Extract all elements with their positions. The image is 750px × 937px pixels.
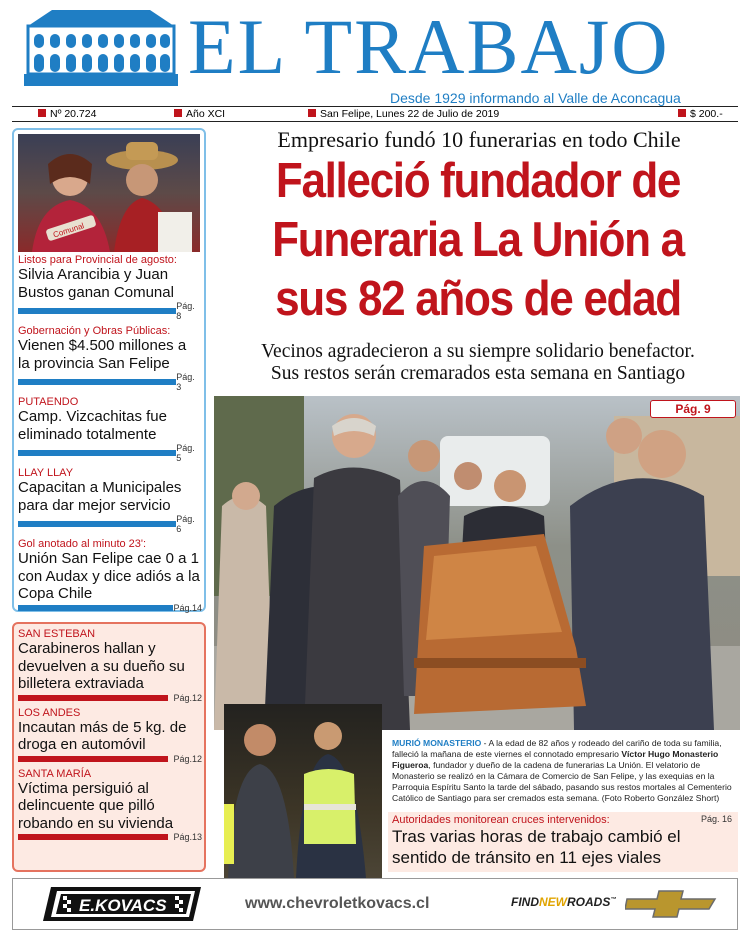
main-photo[interactable] — [214, 396, 740, 730]
info-bar — [12, 106, 738, 122]
sidebar-story[interactable] — [18, 768, 202, 843]
story-headline: Silvia Arancibia y Juan Bustos ganan Comunal — [18, 266, 174, 301]
story-footer — [18, 832, 202, 842]
caption-name: Víctor Hugo Monasterio Figueroa — [392, 749, 719, 770]
story-page: Pág. 5 — [176, 443, 195, 463]
story-bar — [18, 756, 168, 762]
story-bar — [18, 521, 176, 527]
story-page: Pág. 8 — [176, 301, 195, 321]
sidebar-story[interactable] — [18, 707, 202, 764]
newspaper-title: EL TRABAJO — [188, 3, 670, 90]
main-headline[interactable] — [240, 152, 715, 329]
sidebar-story[interactable] — [18, 325, 202, 392]
red-square-icon — [308, 109, 316, 117]
story-headline: Camp. Vizcachitas fue eliminado totalmente — [18, 408, 167, 443]
dateline: San Felipe, Lunes 22 de Julio de 2019 — [308, 108, 499, 120]
story-headline: Unión San Felipe cae 0 a 1 con Audax y dice adiós a la Copa Chile — [18, 550, 200, 602]
story-headline: Capacitan a Municipales para dar mejor servicio — [18, 479, 182, 514]
red-square-icon — [678, 109, 686, 117]
tagline-find: FIND — [511, 895, 539, 909]
secondary-page: Pág. 16 — [700, 814, 732, 824]
headline-line: sus 82 años de edad — [275, 272, 681, 326]
headline-line: Funeraria La Unión a — [272, 213, 684, 267]
sash-text: Comunal — [52, 221, 86, 240]
story-kicker: LLAY LLAY — [18, 467, 74, 479]
story-page: Pág. 6 — [176, 514, 195, 534]
story-page: Pág. 3 — [176, 372, 195, 392]
story-kicker: LOS ANDES — [18, 706, 81, 719]
story-bar — [18, 834, 168, 840]
story-kicker: SANTA MARÍA — [18, 767, 92, 780]
story-kicker: SAN ESTEBAN — [18, 628, 96, 640]
sidebar-story[interactable] — [18, 628, 202, 703]
ad-tagline — [511, 895, 616, 909]
photo-caption — [392, 738, 737, 804]
story-page: Pág.12 — [173, 692, 202, 703]
photo-page-badge[interactable]: Pág. 9 — [650, 400, 736, 418]
ad-brand: E.KOVACS — [79, 896, 167, 915]
story-footer — [18, 693, 202, 703]
story-footer — [18, 372, 202, 392]
secondary-story[interactable] — [388, 812, 738, 872]
year-label: Año XCI — [174, 108, 225, 120]
sidebar-photo — [18, 134, 200, 252]
deck-line: Sus restos serán cremarados esta semana en Santiago — [270, 363, 686, 384]
story-bar — [18, 308, 176, 314]
deck-line: Vecinos agradecieron a su siempre solidario benefactor. — [261, 341, 695, 362]
story-footer — [18, 443, 202, 463]
secondary-headline: Tras varias horas de trabajo cambió el sentido de tránsito en 11 ejes viales — [392, 827, 681, 867]
story-kicker: Listos para Provincial de agosto: — [18, 254, 177, 266]
footer-ad[interactable] — [12, 878, 738, 930]
deck — [214, 341, 742, 385]
headline-line: Falleció fundador de — [275, 154, 681, 208]
story-kicker: Gol anotado al minuto 23': — [18, 538, 147, 550]
story-headline: Vienen $4.500 millones a la provincia San Felipe — [18, 337, 187, 372]
sidebar-blue-list — [18, 254, 202, 617]
story-bar — [18, 695, 168, 701]
red-square-icon — [174, 109, 182, 117]
sidebar-red — [12, 622, 206, 872]
issue-number: Nº 20.724 — [38, 108, 96, 120]
story-footer — [18, 603, 202, 613]
sidebar-story[interactable] — [18, 254, 202, 321]
story-footer — [18, 514, 202, 534]
sidebar-story[interactable] — [18, 396, 202, 463]
story-bar — [18, 450, 176, 456]
tagline-tm: ™ — [610, 897, 617, 903]
story-headline: Incautan más de 5 kg. de droga en automóvil — [18, 718, 187, 753]
story-kicker: PUTAENDO — [18, 396, 79, 408]
story-bar — [18, 379, 176, 385]
ad-url[interactable]: www.chevroletkovacs.cl — [245, 895, 430, 912]
sidebar-blue — [12, 128, 206, 612]
story-footer — [18, 301, 202, 321]
slogan: Desde 1929 informando al Valle de Aconcagua — [390, 90, 681, 106]
sidebar-story[interactable] — [18, 538, 202, 613]
story-kicker: Gobernación y Obras Públicas: — [18, 325, 171, 337]
story-headline: Carabineros hallan y devuelven a su dueño su billetera extraviada — [18, 640, 185, 692]
caption-text: , fundador y dueño de la cadena de funerarias La Unión. El velatorio de Monasterio se realizó en la Cámara de Comercio de San Felipe, y las exequias en la Parroquia Espíritu Santo la tarde del sábado, pasando sus restos mortales al Cementerio Católico de Santiago para ser cremados esta semana. (Foto Roberto González Short) — [392, 760, 732, 803]
inset-photo[interactable] — [224, 704, 382, 878]
sidebar-red-list — [18, 628, 202, 846]
kovacs-logo — [43, 885, 203, 923]
overline: Empresario fundó 10 funerarias en todo Chile — [277, 127, 681, 152]
story-page: Pág.12 — [173, 753, 202, 764]
chevrolet-bowtie-icon — [625, 889, 717, 919]
red-square-icon — [38, 109, 46, 117]
tagline-roads: ROADS — [567, 895, 611, 909]
sidebar-story[interactable] — [18, 467, 202, 534]
story-page: Pág.14 — [173, 602, 202, 613]
story-headline: Víctima persiguió al delincuente que pilló robando en su vivienda — [18, 779, 174, 832]
newspaper-logo — [22, 6, 180, 88]
caption-lead: MURIÓ MONASTERIO — [392, 738, 482, 748]
tagline-new: NEW — [539, 895, 567, 909]
caption-text: - A la edad de 82 años y rodeado del cariño de toda su familia, falleció la mañana de este viernes el connotado empresario — [392, 738, 722, 759]
secondary-kicker: Autoridades monitorean cruces intervenidos: — [392, 814, 610, 826]
story-bar — [18, 605, 173, 611]
story-page: Pág.13 — [173, 832, 202, 842]
story-footer — [18, 754, 202, 764]
price: $ 200.- — [678, 108, 723, 120]
